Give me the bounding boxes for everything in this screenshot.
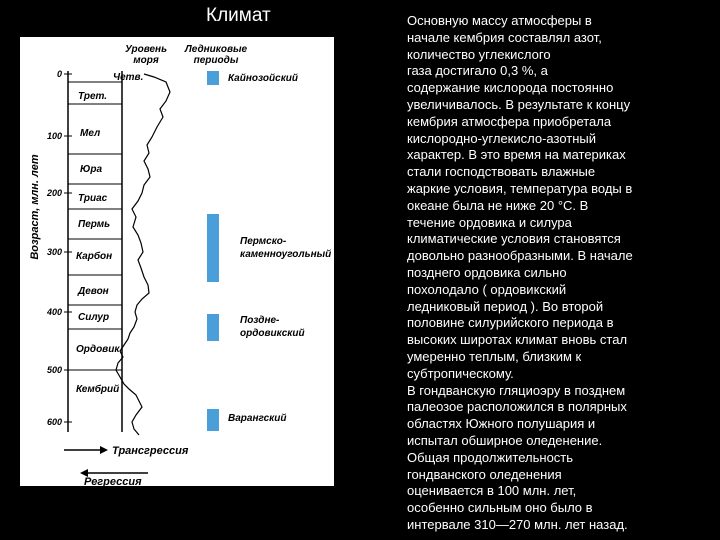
tick-400: 400: [46, 307, 62, 317]
slide-body-text: Основную массу атмосферы в начале кембрия составлял азот, количество углекислого газа достигало 0,3 %, а содержание кислорода постоянно увеличивалось. В результате к концу кембрия атмосфера приобретала кислородно-углекисло-азотный характер. В это время на материках стали господствовать влажные жаркие условия, температура воды в океане была не ниже 20 °С. В течение ордовика и силура климатические условия становятся довольно разнообразными. В начале позднего ордовика сильно похолодало ( ордовикский ледниковый период ). Во второй половине силурийского периода в высоких широтах климат вновь стал умеренно теплым, близким к субтропическому. В гондванскую гляциоэру в позднем палеозое расположился в полярных областях Южного полушария и испытал обширное оледенение. Общая продолжительность гондванского оледенения оценивается в 100 млн. лет, особенно сильным оно было в интервале 310—270 млн. лет назад.: [407, 13, 633, 532]
period-cretaceous: Мел: [80, 128, 101, 139]
period-devonian: Девон: [78, 286, 109, 297]
glaciation-bar-late-ordovician: [207, 314, 219, 341]
glaciation-bar-permo-carboniferous: [207, 214, 219, 282]
period-quaternary: Четв.: [113, 72, 144, 83]
header-sea-level-1: Уровень: [124, 44, 168, 55]
period-silurian: Силур: [78, 312, 110, 323]
sea-level-curve: [116, 74, 170, 435]
header-glacial-2: периоды: [193, 55, 239, 66]
regression-label: Регрессия: [84, 476, 142, 486]
glaciation-label-late-ord-1: Поздне-: [240, 315, 280, 326]
glaciation-label-permo-carb-2: каменноугольный: [240, 249, 332, 260]
period-permian: Пермь: [78, 219, 111, 230]
glaciation-label-varangian: Варангский: [228, 413, 287, 424]
glaciation-label-late-ord-2: ордовикский: [240, 328, 305, 339]
tick-600: 600: [46, 417, 62, 427]
glaciation-label-permo-carb-1: Пермско-: [240, 236, 287, 247]
period-cambrian: Кембрий: [76, 384, 120, 395]
header-sea-level-2: моря: [133, 55, 159, 66]
header-glacial-1: Ледниковые: [184, 44, 248, 55]
tick-0: 0: [56, 69, 62, 79]
period-triassic: Триас: [78, 193, 108, 204]
tick-500: 500: [46, 365, 62, 375]
geologic-sea-level-figure: [20, 37, 334, 486]
tick-300: 300: [46, 247, 62, 257]
tick-200: 200: [46, 188, 62, 198]
period-carboniferous: Карбон: [76, 251, 113, 262]
tick-100: 100: [46, 131, 62, 141]
glaciation-bar-cenozoic: [207, 71, 219, 85]
period-tertiary: Трет.: [78, 91, 108, 102]
period-ordovician: Ордовик: [76, 344, 120, 355]
transgression-arrowhead: [100, 446, 108, 454]
glaciation-label-cenozoic: Кайнозойский: [228, 73, 298, 84]
glaciation-bar-varangian: [207, 409, 219, 431]
transgression-label: Трансгрессия: [112, 445, 189, 457]
y-axis-label: Возраст, млн. лет: [29, 154, 41, 260]
period-jurassic: Юра: [80, 164, 103, 175]
slide-title: Климат: [206, 5, 271, 26]
